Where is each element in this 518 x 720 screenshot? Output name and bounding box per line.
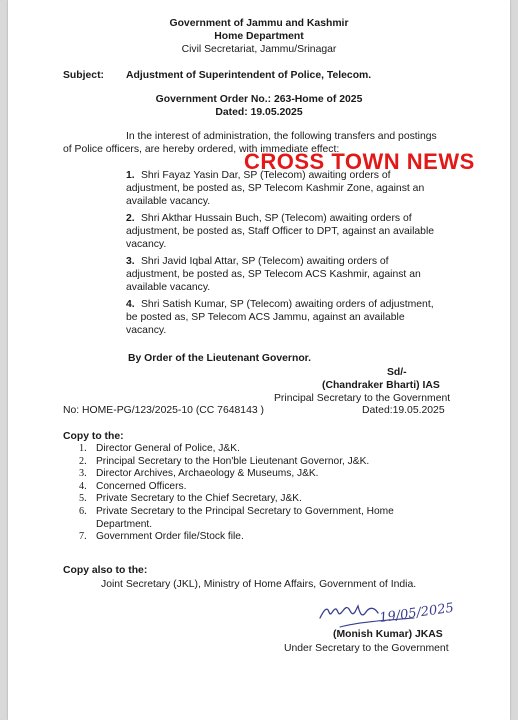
order-item-line: Shri Akthar Hussain Buch, SP (Telecom) awaiting orders of: [141, 213, 412, 224]
copy-also-text: Joint Secretary (JKL), Ministry of Home Affairs, Government of India.: [101, 579, 417, 590]
list-item: [79, 468, 394, 481]
list-item-number: 7.: [79, 531, 87, 543]
copy-to-list: [79, 443, 394, 544]
list-item-text: Principal Secretary to the Hon'ble Lieutenant Governor, J&K.: [96, 455, 370, 467]
list-item-text: Concerned Officers.: [96, 480, 187, 492]
intro-line-2: of Police officers, are hereby ordered, with immediate effect:: [63, 144, 340, 155]
header-government: Government of Jammu and Kashmir: [169, 18, 349, 29]
list-item-number: 6.: [79, 505, 87, 517]
by-order-line: By Order of the Lieutenant Governor.: [128, 353, 312, 364]
order-item-number: 1.: [126, 170, 135, 181]
signatory-name: (Chandraker Bharti) IAS: [322, 380, 440, 391]
order-item-line: adjustment, be posted as, SP Telecom ACS Kashmir, against an: [126, 269, 421, 280]
list-item: [79, 493, 394, 506]
copy-also-heading: Copy also to the:: [63, 565, 148, 576]
list-item: [79, 443, 394, 456]
order-item-line: Shri Satish Kumar, SP (Telecom) awaiting orders of adjustment,: [141, 299, 434, 310]
signatory-sd: Sd/-: [387, 367, 407, 378]
list-item: [79, 456, 394, 469]
watermark-text: CROSS TOWN NEWS: [244, 149, 475, 174]
list-item-text: Director Archives, Archaeology & Museums, J&K.: [96, 468, 319, 480]
order-item-line: be posted as, SP Telecom ACS Jammu, against an available: [126, 312, 405, 323]
subject-text: Adjustment of Superintendent of Police, Telecom.: [126, 70, 372, 81]
list-item: [79, 481, 394, 494]
order-item-line: vacancy.: [126, 325, 167, 336]
copy-to-heading: Copy to the:: [63, 431, 124, 442]
list-item-number: 1.: [79, 443, 87, 454]
under-secretary-name: (Monish Kumar) JKAS: [333, 629, 443, 640]
list-item-number: 3.: [79, 468, 87, 480]
list-item-number: 2.: [79, 455, 87, 467]
handwritten-date: 19/05/2025: [378, 600, 455, 626]
list-item-text-continued: Department.: [96, 518, 153, 530]
order-item-number: 2.: [126, 213, 135, 224]
signatory-title: Principal Secretary to the Government: [274, 393, 451, 404]
order-item-line: available vacancy.: [126, 196, 211, 207]
order-item-line: adjustment, be posted as, SP Telecom Kashmir Zone, against an: [126, 183, 425, 194]
list-item: [79, 506, 394, 531]
order-item-line: Shri Fayaz Yasin Dar, SP (Telecom) awaiting orders of: [141, 170, 391, 181]
reference-number: No: HOME-PG/123/2025-10 (CC 7648143 ): [63, 405, 264, 416]
order-item-line: available vacancy.: [126, 282, 211, 293]
order-item-number: 4.: [126, 299, 135, 310]
list-item-text: Director General of Police, J&K.: [96, 443, 240, 454]
order-item-line: vacancy.: [126, 239, 167, 250]
order-item-line: Shri Javid Iqbal Attar, SP (Telecom) awaiting orders of: [141, 256, 389, 267]
under-secretary-title: Under Secretary to the Government: [284, 643, 449, 654]
reference-date: Dated:19.05.2025: [362, 405, 445, 416]
order-item-line: adjustment, be posted as, Staff Officer to DPT, against an available: [126, 226, 435, 237]
order-item-number: 3.: [126, 256, 135, 267]
list-item-text: Government Order file/Stock file.: [96, 531, 244, 543]
list-item-text: Private Secretary to the Principal Secretary to Government, Home: [96, 505, 394, 517]
order-number: Government Order No.: 263-Home of 2025: [155, 94, 363, 105]
list-item-number: 5.: [79, 493, 87, 505]
list-item-number: 4.: [79, 480, 87, 492]
order-date: Dated: 19.05.2025: [215, 107, 303, 118]
header-address: Civil Secretariat, Jammu/Srinagar: [181, 44, 337, 55]
subject-label: Subject:: [63, 70, 104, 81]
header-department: Home Department: [214, 31, 304, 42]
intro-line-1: In the interest of administration, the following transfers and postings: [126, 131, 437, 142]
list-item-text: Private Secretary to the Chief Secretary, J&K.: [96, 493, 302, 505]
list-item: [79, 531, 394, 544]
